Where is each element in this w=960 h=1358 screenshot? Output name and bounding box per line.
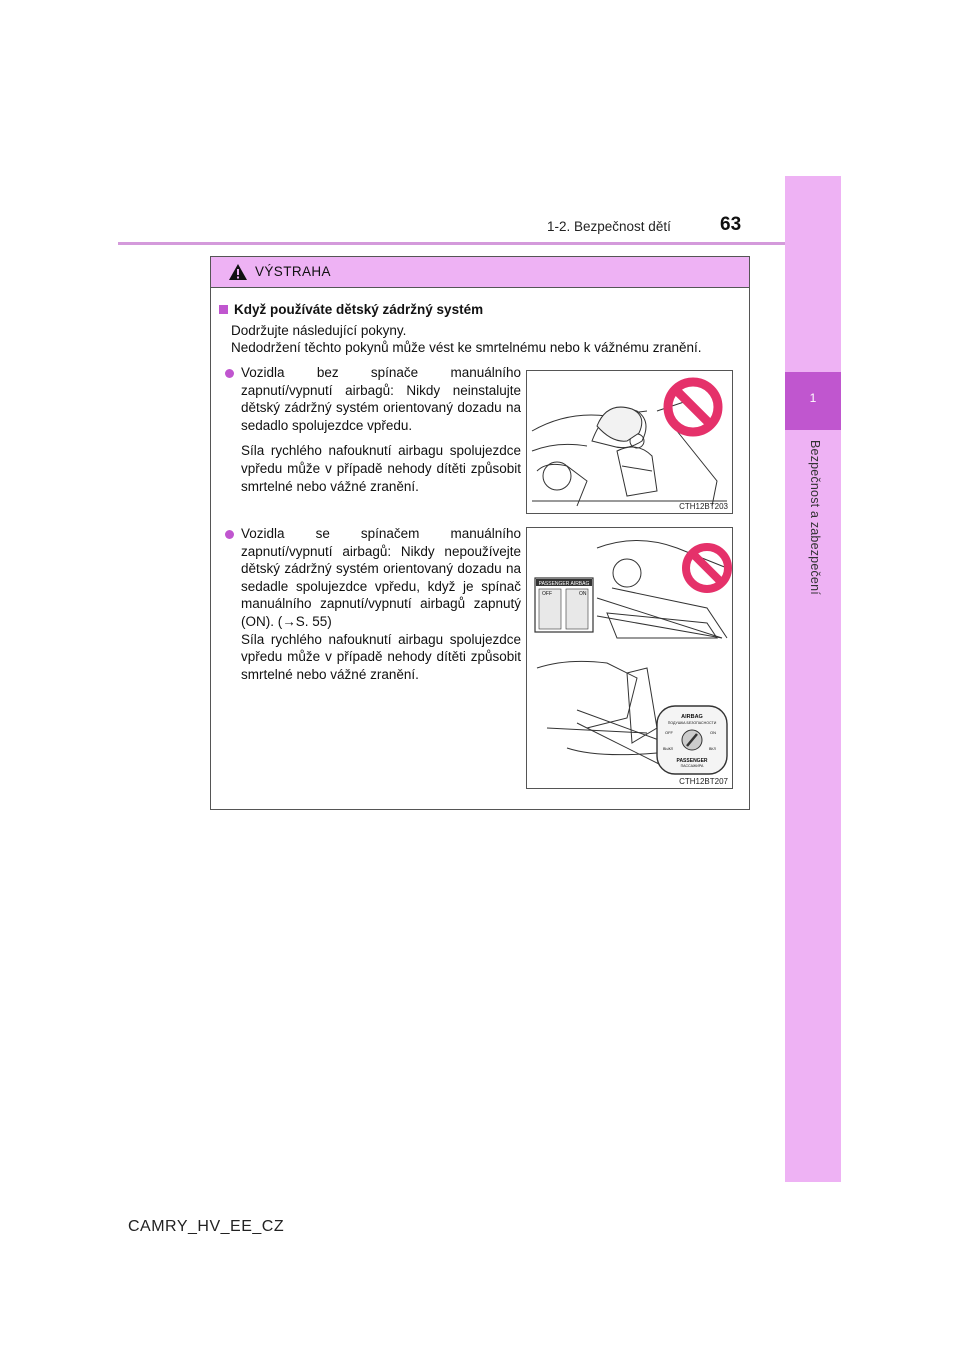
bullet-paragraph: Vozidla bez spínače manuálního zapnutí/vypnutí airbagů: Nikdy neinstalujte dětský zádržný systém orientovaný dozadu na sedadlo spolujezdce vpředu. xyxy=(241,365,521,433)
warning-triangle-icon xyxy=(228,263,248,281)
switch-off-ru-text: ВЫКЛ xyxy=(663,747,674,751)
warning-intro xyxy=(231,322,751,356)
prohibition-icon xyxy=(668,382,718,432)
bullet-paragraph: Síla rychlého nafouknutí airbagu spolujezdce vpředu může v případě nehody dítěti způsobit smrtelné nebo vážné zranění. xyxy=(241,631,521,682)
bullet-item-with-switch xyxy=(225,525,521,683)
label-top-text: PASSENGER AIRBAG xyxy=(538,581,590,587)
airbag-switch-panel xyxy=(657,706,727,774)
airbag-switch-illustration xyxy=(527,528,732,788)
switch-passenger-text: PASSENGER xyxy=(676,758,708,764)
warning-heading-text: Když používáte dětský zádržný systém xyxy=(234,302,484,317)
figure-code: CTH12BT207 xyxy=(679,777,728,786)
bullet-paragraph: Síla rychlého nafouknutí airbagu spolujezdce vpředu může v případě nehody dítěti způsobit smrtelné nebo vážné zranění. xyxy=(241,443,521,494)
intro-line: Dodržujte následující pokyny. xyxy=(231,323,407,338)
prohibition-icon xyxy=(686,547,728,589)
figure-airbag-switch xyxy=(526,527,733,789)
intro-line: Nedodržení těchto pokynů může vést ke smrtelnému nebo k vážnému zranění. xyxy=(231,340,702,355)
page-number: 63 xyxy=(720,214,742,235)
switch-airbag-ru-text: ПОДУШКА БЕЗОПАСНОСТИ xyxy=(667,721,717,725)
square-bullet-icon xyxy=(219,305,228,314)
bullet-item-no-switch xyxy=(225,364,521,495)
section-title: 1-2. Bezpečnost dětí xyxy=(547,219,671,234)
chapter-title: Bezpečnost a zabezpečení xyxy=(808,440,822,595)
chapter-number: 1 xyxy=(809,391,817,405)
warning-title: VÝSTRAHA xyxy=(255,264,331,279)
round-bullet-icon xyxy=(225,530,234,539)
car-interior-illustration xyxy=(527,371,732,513)
bullet-paragraph: Vozidla se spínačem manuálního zapnutí/vypnutí airbagů: Nikdy nepoužívejte dětský zádržný systém orientovaný dozadu na sedadle spolujezdce vpředu, když je spínač manuálního zapnutí/vypnutí airbagů zapnutý (ON). (→S. 55) xyxy=(241,526,521,629)
switch-on-text: ON xyxy=(710,730,716,735)
label-on-text: ON xyxy=(579,591,587,597)
switch-off-text: OFF xyxy=(665,730,673,735)
warning-box xyxy=(210,256,750,810)
chapter-side-tab xyxy=(785,176,841,1182)
warning-heading xyxy=(219,302,483,317)
round-bullet-icon xyxy=(225,369,234,378)
figure-code: CTH12BT203 xyxy=(679,502,728,511)
passenger-airbag-label xyxy=(535,578,593,632)
switch-passenger-ru-text: ПАССАЖИРА xyxy=(680,764,704,768)
header-rule xyxy=(118,242,785,245)
switch-on-ru-text: ВКЛ xyxy=(709,747,716,751)
warning-header xyxy=(211,257,749,288)
footer-model-code: CAMRY_HV_EE_CZ xyxy=(128,1218,285,1235)
label-off-text: OFF xyxy=(542,591,552,597)
switch-airbag-text: AIRBAG xyxy=(681,714,703,720)
figure-rear-facing-seat xyxy=(526,370,733,514)
